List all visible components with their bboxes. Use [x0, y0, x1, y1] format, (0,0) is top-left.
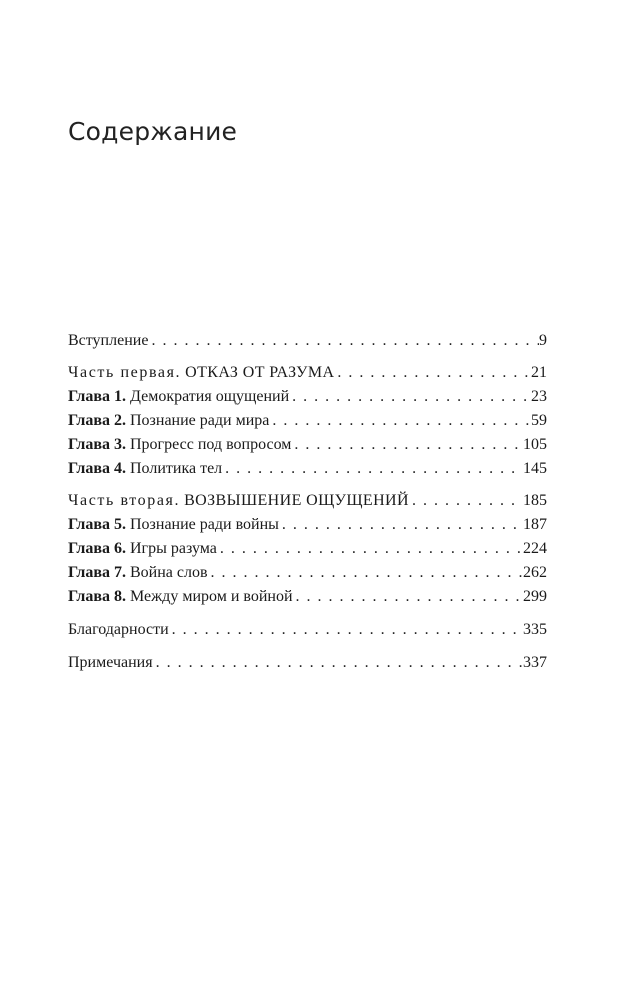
dot-leader [409, 489, 523, 513]
dot-leader [208, 561, 523, 585]
toc-chapter-4[interactable] [68, 457, 547, 481]
chapter-label: Глава 7. [68, 564, 126, 581]
dot-leader [291, 433, 523, 457]
page-title: Содержание [68, 117, 238, 146]
toc-chapter-2[interactable] [68, 409, 547, 433]
dot-leader [269, 409, 531, 433]
toc-part-1[interactable] [68, 361, 547, 385]
chapter-title: Познание ради мира [130, 412, 270, 429]
toc-entry-acknowledgements[interactable] [68, 618, 547, 642]
chapter-title: Демократия ощущений [130, 388, 290, 405]
toc-chapter-3[interactable] [68, 433, 547, 457]
toc-page-number: 23 [531, 388, 547, 405]
toc-entry-title: Вступление [68, 332, 149, 349]
toc-page-number: 105 [523, 436, 547, 453]
chapter-label: Глава 8. [68, 588, 126, 605]
chapter-title: Политика тел [130, 460, 223, 477]
chapter-title: Война слов [130, 564, 208, 581]
chapter-label: Глава 5. [68, 516, 126, 533]
part-label: Часть первая. [68, 364, 182, 381]
dot-leader [169, 618, 523, 642]
toc-chapter-6[interactable] [68, 537, 547, 561]
chapter-title: Игры разума [130, 540, 217, 557]
part-label: Часть вторая. [68, 492, 181, 509]
toc-entry-notes[interactable] [68, 651, 547, 675]
toc-page-number: 21 [531, 364, 547, 381]
table-of-contents [68, 329, 547, 675]
chapter-label: Глава 4. [68, 460, 126, 477]
dot-leader [153, 651, 523, 675]
chapter-title: Прогресс под вопросом [130, 436, 292, 453]
toc-chapter-8[interactable] [68, 585, 547, 609]
toc-page-number: 299 [523, 588, 547, 605]
toc-entry-title: Благодарности [68, 621, 169, 638]
toc-page-number: 187 [523, 516, 547, 533]
toc-page-number: 145 [523, 460, 547, 477]
toc-entry-intro[interactable] [68, 329, 547, 353]
chapter-label: Глава 6. [68, 540, 126, 557]
chapter-label: Глава 1. [68, 388, 126, 405]
toc-page-number: 185 [523, 492, 547, 509]
chapter-title: Между миром и войной [130, 588, 293, 605]
dot-leader [148, 329, 539, 353]
chapter-label: Глава 2. [68, 412, 126, 429]
toc-chapter-7[interactable] [68, 561, 547, 585]
toc-page-number: 9 [539, 332, 547, 349]
toc-page-number: 337 [523, 654, 547, 671]
toc-chapter-5[interactable] [68, 513, 547, 537]
toc-entry-title: Примечания [68, 654, 153, 671]
toc-page-number: 335 [523, 621, 547, 638]
toc-page-number: 224 [523, 540, 547, 557]
chapter-label: Глава 3. [68, 436, 126, 453]
dot-leader [293, 585, 523, 609]
dot-leader [222, 457, 523, 481]
dot-leader [217, 537, 523, 561]
toc-page-number: 262 [523, 564, 547, 581]
toc-part-2[interactable] [68, 489, 547, 513]
part-title: ОТКАЗ ОТ РАЗУМА [185, 364, 335, 381]
dot-leader [289, 385, 531, 409]
toc-chapter-1[interactable] [68, 385, 547, 409]
dot-leader [279, 513, 523, 537]
toc-page-number: 59 [531, 412, 547, 429]
dot-leader [334, 361, 531, 385]
chapter-title: Познание ради войны [130, 516, 279, 533]
part-title: ВОЗВЫШЕНИЕ ОЩУЩЕНИЙ [184, 492, 409, 509]
